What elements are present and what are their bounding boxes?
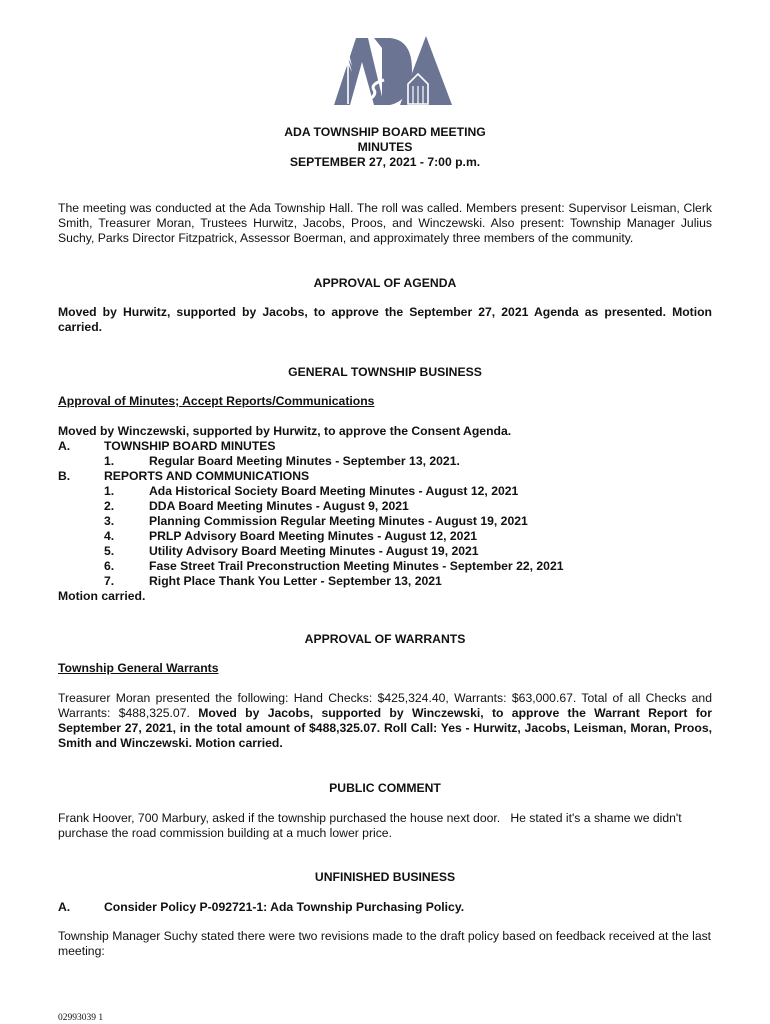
section-a-label: A.: [58, 439, 71, 453]
public-comment-text: Frank Hoover, 700 Marbury, asked if the township purchased the house next door. He stated it's a shame we didn't purchase the road commission building at a much lower price.: [58, 811, 686, 840]
item-text: DDA Board Meeting Minutes - August 9, 2021: [149, 499, 409, 513]
consent-closing: Motion carried.: [58, 589, 146, 603]
list-item: [58, 499, 712, 514]
warrants-heading: APPROVAL OF WARRANTS: [304, 632, 466, 646]
header-date: SEPTEMBER 27, 2021 - 7:00 p.m.: [289, 155, 481, 169]
warrants-text: Treasurer Moran presented the following: Hand Checks: $425,324.40, Warrants: $63,000.67. Total of all Checks and Warrants: $488,325.07.: [58, 691, 712, 720]
item-text: Utility Advisory Board Meeting Minutes - August 19, 2021: [149, 544, 479, 558]
item-number: 7.: [104, 574, 115, 588]
section-a: [58, 439, 712, 454]
document-footer-id: 02993039 1: [58, 1013, 104, 1023]
section-b-label: B.: [58, 469, 71, 483]
warrants-paragraph: [58, 691, 712, 751]
item-number: 1.: [104, 454, 115, 468]
general-heading: GENERAL TOWNSHIP BUSINESS: [288, 365, 482, 379]
section-a-title: TOWNSHIP BOARD MINUTES: [104, 439, 276, 453]
public-heading: PUBLIC COMMENT: [329, 781, 441, 795]
item-number: 1.: [104, 484, 115, 498]
unfinished-text: Township Manager Suchy stated there were two revisions made to the draft policy based on feedback received at the last meeting:: [58, 929, 712, 958]
item-number: 6.: [104, 559, 115, 573]
list-item: [58, 559, 712, 574]
item-text: Regular Board Meeting Minutes - September 13, 2021.: [149, 454, 460, 468]
general-subheading: Approval of Minutes; Accept Reports/Communications: [58, 394, 375, 408]
item-number: 4.: [104, 529, 115, 543]
item-number: 2.: [104, 499, 115, 513]
unfinished-item-title: Consider Policy P-092721-1: Ada Township Purchasing Policy.: [104, 900, 465, 914]
section-b: [58, 469, 712, 484]
list-item: [58, 544, 712, 559]
consent-agenda: [58, 424, 712, 604]
item-text: Planning Commission Regular Meeting Minutes - August 19, 2021: [149, 514, 528, 528]
item-text: Fase Street Trail Preconstruction Meeting Minutes - September 22, 2021: [149, 559, 564, 573]
header-title: ADA TOWNSHIP BOARD MEETING: [284, 125, 486, 139]
section-b-title: REPORTS AND COMMUNICATIONS: [104, 469, 310, 483]
intro-paragraph: The meeting was conducted at the Ada Township Hall. The roll was called. Members present: Supervisor Leisman, Clerk Smith, Treasurer Moran, Trustees Hurwitz, Jacobs, Proos, and Winczewski. Also present: Township Manager Julius Suchy, Parks Director Fitzpatrick, Assessor Boerman, and approximately three members of the community.: [58, 201, 712, 245]
list-item: [58, 529, 712, 544]
list-item: [58, 574, 712, 589]
header-subtitle: MINUTES: [357, 140, 413, 154]
item-number: 5.: [104, 544, 115, 558]
list-item: [58, 514, 712, 529]
ada-township-logo: [330, 34, 452, 106]
warrants-motion: Moved by Jacobs, supported by Winczewski, to approve the Warrant Report for September 27, 2021, in the total amount of $488,325.07. Roll Call: Yes - Hurwitz, Jacobs, Leisman, Moran, Proos, Smith and Winczewski. Motion carried.: [58, 706, 712, 750]
warrants-subheading: Township General Warrants: [58, 661, 219, 675]
consent-motion: Moved by Winczewski, supported by Hurwitz, to approve the Consent Agenda.: [58, 424, 512, 438]
list-item: [58, 484, 712, 499]
item-number: 3.: [104, 514, 115, 528]
agenda-heading: APPROVAL OF AGENDA: [313, 276, 457, 290]
unfinished-item-label: A.: [58, 900, 71, 914]
item-text: Ada Historical Society Board Meeting Minutes - August 12, 2021: [149, 484, 519, 498]
unfinished-item: [58, 900, 712, 915]
item-text: Right Place Thank You Letter - September 13, 2021: [149, 574, 442, 588]
item-text: PRLP Advisory Board Meeting Minutes - August 12, 2021: [149, 529, 478, 543]
document-header: [58, 125, 712, 170]
agenda-motion: Moved by Hurwitz, supported by Jacobs, to approve the September 27, 2021 Agenda as presented. Motion carried.: [58, 305, 712, 334]
list-item: [58, 454, 712, 469]
unfinished-heading: UNFINISHED BUSINESS: [314, 870, 456, 884]
